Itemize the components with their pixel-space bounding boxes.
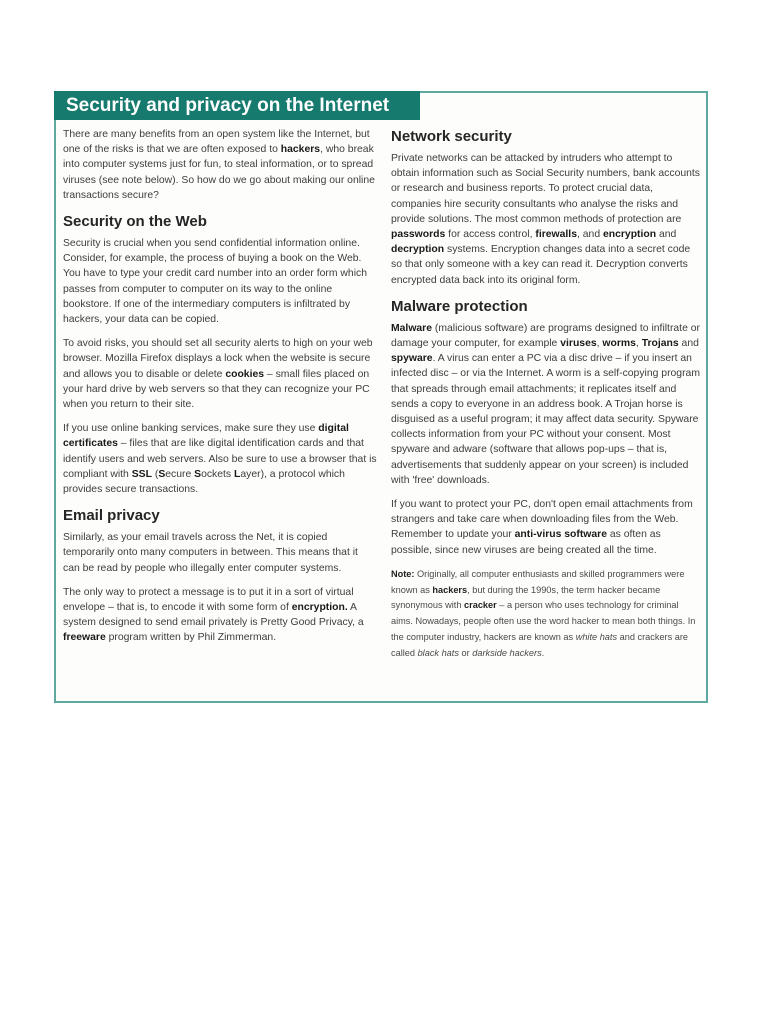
note-paragraph: Note: Originally, all computer enthusiasts and skilled programmers were known as hackers, but during the 1990s, the term hacker became synonymous with cracker – a person who uses technology for criminal aims. Nowadays, people often use the word hacker to mean both things. In the computer industry, hackers are known as white hats and crackers are called black hats or darkside hackers. — [391, 568, 696, 658]
heading-network-security: Network security — [391, 128, 512, 145]
web-paragraph-2: To avoid risks, you should set all security alerts to high on your web browser. Mozilla Firefox displays a lock when the website is secure and allows you to disable or delete cookies – small files placed on your hard drive by web servers so that they can recognize your PC when you return to their site. — [63, 338, 373, 411]
network-paragraph: Private networks can be attacked by intruders who attempt to obtain information such as Social Security numbers, bank accounts or research and business reports. To protect crucial data, companies hire security consultants who analyse the risks and provide solutions. The most common methods of protection are passwords for access control, firewalls, and encryption and decryption systems. Encryption changes data into a secret code so that only someone with a key can read it. Decryption converts encrypted data back into its original form. — [391, 153, 700, 286]
article-title: Security and privacy on the Internet — [54, 91, 420, 120]
heading-malware-protection: Malware protection — [391, 297, 528, 315]
email-paragraph-2: The only way to protect a message is to put it in a sort of virtual envelope – that is, to encode it with some form of encryption. A system designed to send email privately is Pretty Good Privacy, a freeware program written by Phil Zimmerman. — [63, 586, 364, 644]
heading-security-on-the-web: Security on the Web — [63, 213, 207, 231]
left-column — [63, 127, 377, 655]
email-paragraph-1: Similarly, as your email travels across the Net, it is copied temporarily onto many computers in between. This means that it can be read by people who illegally enter computer systems. — [63, 532, 358, 574]
article-box — [54, 91, 708, 703]
malware-paragraph-2: If you want to protect your PC, don't open email attachments from strangers and take care when downloading files from the Web. Remember to update your anti-virus software as often as possible, since new viruses are being created all the time. — [391, 499, 693, 556]
intro-paragraph: There are many benefits from an open system like the Internet, but one of the risks is that we are often exposed to hackers, who break into computer systems just for fun, to steal information, or to spread viruses (see note below). So how do we go about making our online transactions secure? — [63, 129, 375, 201]
malware-paragraph-1: Malware (malicious software) are programs designed to infiltrate or damage your computer, for example viruses, worms, Trojans and spyware. A virus can enter a PC via a disc drive – if you insert an infected disc – or via the Internet. A worm is a self-copying program that spreads through email attachments; it replicates itself and sends a copy to everyone in an address book. A Trojan horse is disguised as a useful program; it may affect data security. Spyware collects information from your PC without your consent. Most spyware and adware (software that allows pop-ups – that is, advertisements that suddenly appear on your screen) is included with 'free' downloads. — [391, 322, 700, 486]
right-column — [391, 127, 703, 671]
web-paragraph-3: If you use online banking services, make sure they use digital certificates – files that are like digital identification cards and that identify users and web servers. Also be sure to use a browser that is compliant with SSL (Secure Sockets Layer), a protocol which provides secure transactions. — [63, 423, 377, 496]
heading-email-privacy: Email privacy — [63, 507, 160, 525]
web-paragraph-1: Security is crucial when you send confidential information online. Consider, for example, the process of buying a book on the Web. You have to type your credit card number into an order form which passes from computer to computer on its way to the online bookstore. If one of the intermediary computers is infiltrated by hackers, your data can be copied. — [63, 238, 367, 326]
